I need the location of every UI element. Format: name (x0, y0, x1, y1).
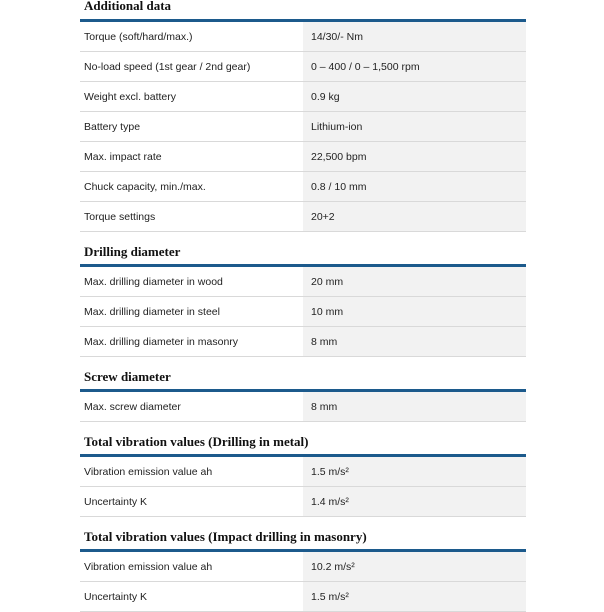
row-label: Uncertainty K (84, 495, 148, 508)
row-label: No-load speed (1st gear / 2nd gear) (84, 60, 251, 73)
table-row (80, 457, 526, 487)
section-gap (80, 357, 526, 369)
row-value: 10 mm (303, 297, 526, 326)
row-label: Uncertainty K (84, 590, 148, 603)
row-value: 1.5 m/s² (303, 457, 526, 486)
row-label: Vibration emission value ah (84, 560, 213, 573)
row-label: Max. drilling diameter in steel (84, 305, 220, 318)
section-gap (80, 517, 526, 529)
row-label: Weight excl. battery (84, 90, 177, 103)
row-value: 0 – 400 / 0 – 1,500 rpm (303, 52, 526, 81)
row-label: Battery type (84, 120, 141, 133)
row-value: Lithium-ion (303, 112, 526, 141)
row-label: Chuck capacity, min./max. (84, 180, 206, 193)
table-row (80, 202, 526, 232)
row-label: Torque settings (84, 210, 156, 223)
table-row (80, 172, 526, 202)
row-label: Max. screw diameter (84, 400, 181, 413)
table-row (80, 267, 526, 297)
row-value: 0.9 kg (303, 82, 526, 111)
section-title-vibration-masonry: Total vibration values (Impact drilling in masonry) (84, 529, 367, 544)
row-label: Max. drilling diameter in wood (84, 275, 223, 288)
table-row (80, 582, 526, 612)
table-row (80, 52, 526, 82)
section-title-additional-data: Additional data (84, 0, 172, 13)
row-value: 8 mm (303, 392, 526, 421)
spec-sheet (80, 0, 526, 612)
table-row (80, 487, 526, 517)
row-label: Max. impact rate (84, 150, 162, 163)
table-row (80, 297, 526, 327)
table-row (80, 392, 526, 422)
table-row (80, 327, 526, 357)
table-row (80, 552, 526, 582)
row-value: 8 mm (303, 327, 526, 356)
table-row (80, 112, 526, 142)
section-title-vibration-metal: Total vibration values (Drilling in metal) (84, 434, 309, 449)
table-row (80, 82, 526, 112)
row-value: 14/30/- Nm (303, 22, 526, 51)
row-value: 1.4 m/s² (303, 487, 526, 516)
row-label: Vibration emission value ah (84, 465, 213, 478)
row-value: 20+2 (303, 202, 526, 231)
row-value: 22,500 bpm (303, 142, 526, 171)
section-title-screw-diameter: Screw diameter (84, 369, 171, 384)
table-row (80, 142, 526, 172)
section-gap (80, 232, 526, 244)
row-value: 1.5 m/s² (303, 582, 526, 611)
table-row (80, 22, 526, 52)
section-gap (80, 422, 526, 434)
row-value: 20 mm (303, 267, 526, 296)
row-label: Max. drilling diameter in masonry (84, 335, 239, 348)
section-title-drilling-diameter: Drilling diameter (84, 244, 181, 259)
row-value: 10.2 m/s² (303, 552, 526, 581)
row-label: Torque (soft/hard/max.) (84, 30, 193, 43)
row-value: 0.8 / 10 mm (303, 172, 526, 201)
